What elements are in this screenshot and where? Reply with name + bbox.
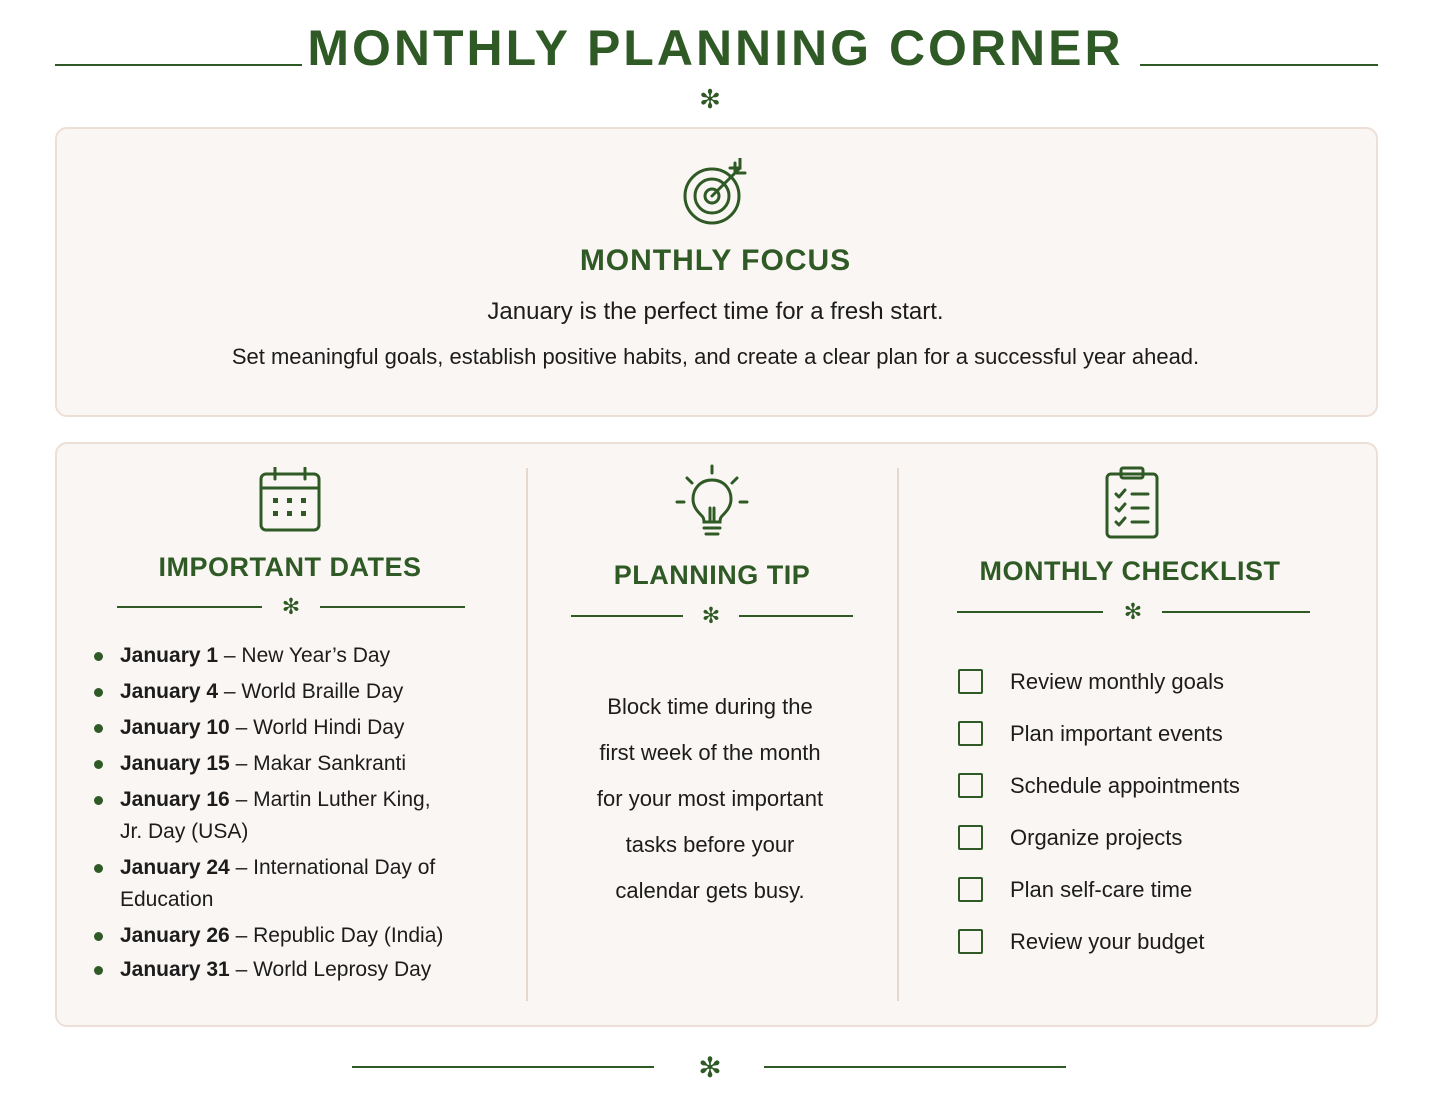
date-label: January 10 xyxy=(120,716,230,739)
date-event: World Leprosy Day xyxy=(253,958,432,981)
bullet-icon xyxy=(94,932,103,941)
section-rule xyxy=(739,615,853,617)
list-item xyxy=(92,640,492,672)
date-separator: – xyxy=(229,958,254,981)
column-divider xyxy=(897,468,899,1001)
section-ornament-icon: ✻ xyxy=(1123,599,1143,624)
monthly-checklist xyxy=(958,664,1358,976)
bullet-icon xyxy=(94,864,103,873)
date-event: Republic Day (India) xyxy=(253,924,444,947)
planning-tip-title: PLANNING TIP xyxy=(613,560,811,590)
tip-line: calendar gets busy. xyxy=(615,878,805,903)
checklist-item-label: Plan self-care time xyxy=(1010,877,1193,902)
planning-tip-text xyxy=(560,684,860,914)
section-rule xyxy=(320,606,465,608)
calendar-icon xyxy=(258,467,322,533)
important-dates-list xyxy=(92,640,492,986)
monthly-focus-description: Set meaningful goals, establish positive habits, and create a clear plan for a successful year ahead. xyxy=(231,344,1200,369)
tip-line: first week of the month xyxy=(599,740,821,765)
tip-line: for your most important xyxy=(596,786,824,811)
bullet-icon xyxy=(94,652,103,661)
checklist-item-label: Review monthly goals xyxy=(1010,669,1224,694)
checklist-item[interactable] xyxy=(958,664,1358,716)
date-separator: – xyxy=(218,680,242,703)
date-event: World Braille Day xyxy=(241,680,404,703)
checklist-item[interactable] xyxy=(958,820,1358,872)
date-event: International Day of Education xyxy=(120,856,436,911)
checklist-item-label: Organize projects xyxy=(1010,825,1183,850)
date-separator: – xyxy=(218,644,242,667)
section-ornament-icon: ✻ xyxy=(701,603,721,628)
checklist-item-label: Schedule appointments xyxy=(1010,773,1240,798)
checklist-item-label: Review your budget xyxy=(1010,929,1205,954)
date-separator: – xyxy=(229,752,254,775)
date-label: January 24 xyxy=(120,856,230,879)
column-divider xyxy=(526,468,528,1001)
tip-line: Block time during the xyxy=(607,694,813,719)
list-item xyxy=(92,712,492,744)
checklist-item[interactable] xyxy=(958,924,1358,976)
date-separator: – xyxy=(229,856,254,879)
bullet-icon xyxy=(94,688,103,697)
lightbulb-icon xyxy=(674,464,750,542)
title-rule-right xyxy=(1140,64,1378,66)
list-item xyxy=(92,784,432,848)
monthly-focus-title: MONTHLY FOCUS xyxy=(579,244,852,277)
checklist-item-label: Plan important events xyxy=(1010,721,1223,746)
checkbox[interactable] xyxy=(958,825,983,850)
date-separator: – xyxy=(229,788,254,811)
date-event: New Year’s Day xyxy=(241,644,391,667)
checklist-item[interactable] xyxy=(958,768,1358,820)
list-item xyxy=(92,748,492,780)
footer-rule-left xyxy=(352,1066,654,1068)
section-rule xyxy=(957,611,1103,613)
checkbox[interactable] xyxy=(958,877,983,902)
list-item xyxy=(92,920,492,952)
date-label: January 16 xyxy=(120,788,230,811)
checklist-item[interactable] xyxy=(958,716,1358,768)
footer-rule-right xyxy=(764,1066,1066,1068)
page-header xyxy=(0,18,1431,78)
monthly-checklist-title: MONTHLY CHECKLIST xyxy=(979,556,1281,586)
list-item xyxy=(92,852,442,916)
section-ornament-icon: ✻ xyxy=(281,594,301,619)
monthly-focus-intro: January is the perfect time for a fresh start. xyxy=(487,298,944,325)
title-ornament-icon: ✻ xyxy=(699,84,721,114)
section-rule xyxy=(1162,611,1310,613)
date-separator: – xyxy=(229,716,254,739)
date-label: January 26 xyxy=(120,924,230,947)
date-label: January 15 xyxy=(120,752,230,775)
checkbox[interactable] xyxy=(958,669,983,694)
target-arrow-icon xyxy=(680,158,750,228)
checkbox[interactable] xyxy=(958,721,983,746)
bullet-icon xyxy=(94,796,103,805)
footer-ornament-icon: ✻ xyxy=(698,1052,722,1083)
bullet-icon xyxy=(94,966,103,975)
date-event: Makar Sankranti xyxy=(253,752,407,775)
checkbox[interactable] xyxy=(958,929,983,954)
date-separator: – xyxy=(229,924,254,947)
page-title: MONTHLY PLANNING CORNER xyxy=(307,20,1124,76)
tip-line: tasks before your xyxy=(625,832,795,857)
date-label: January 1 xyxy=(120,644,219,667)
list-item xyxy=(92,676,492,708)
date-label: January 31 xyxy=(120,958,230,981)
section-rule xyxy=(571,615,683,617)
date-event: World Hindi Day xyxy=(253,716,405,739)
date-label: January 4 xyxy=(120,680,219,703)
date-event: Martin Luther King, Jr. Day (USA) xyxy=(120,788,431,843)
bullet-icon xyxy=(94,760,103,769)
checklist-item[interactable] xyxy=(958,872,1358,924)
important-dates-title: IMPORTANT DATES xyxy=(158,552,422,582)
bullet-icon xyxy=(94,724,103,733)
checkbox[interactable] xyxy=(958,773,983,798)
section-rule xyxy=(117,606,262,608)
list-item xyxy=(92,954,492,986)
clipboard-checklist-icon xyxy=(1104,466,1160,540)
